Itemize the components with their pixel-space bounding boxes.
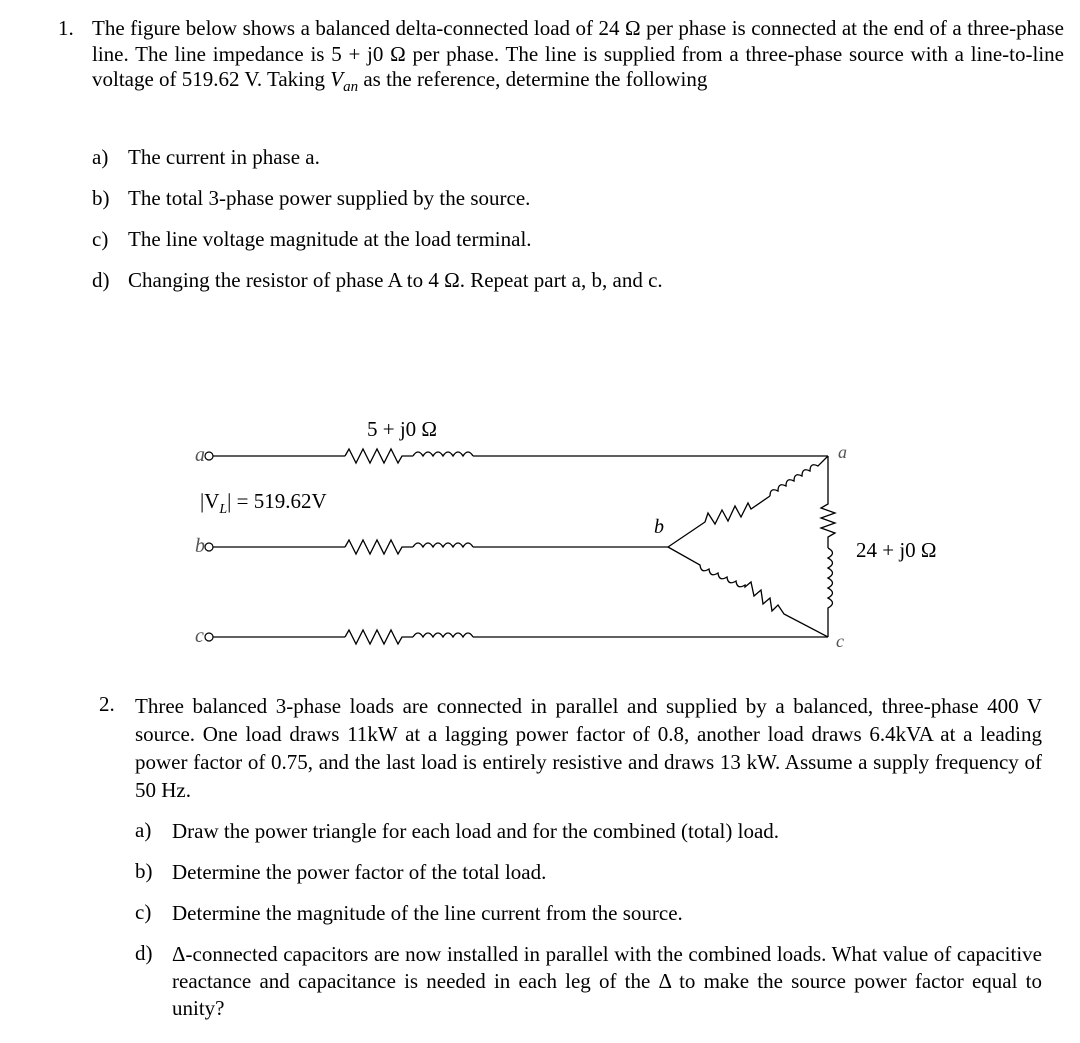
question-1-item-a: a) The current in phase a. xyxy=(92,145,320,169)
terminal-label-b: b xyxy=(195,535,205,557)
question-2-item-b: b) Determine the power factor of the total load. xyxy=(135,859,547,884)
line-impedance-label: 5 + j0 Ω xyxy=(367,417,438,441)
question-1-text-start: The figure below shows a balanced delta-connected load of 24 Ω per phase is connected at the end of a three-phase line. The line impedance is 5 + j0 Ω per phase. The line is supplied from a three-phase source with a line-to-line voltage of 519.62 V. Taking xyxy=(92,16,1064,91)
terminal-label-a: a xyxy=(195,444,205,466)
line-c xyxy=(213,630,828,644)
question-2-item-c: c) Determine the magnitude of the line current from the source. xyxy=(135,900,683,925)
question-2-item-d: d) Δ-connected capacitors are now installed in parallel with the combined loads. What value of capacitive reactance and capacitance is needed in each leg of the Δ to make the source power factor equal to unity? xyxy=(135,941,1042,1020)
question-2-number: 2. xyxy=(99,692,115,716)
question-2-items xyxy=(135,818,1042,1022)
load-node-c: c xyxy=(836,631,844,651)
reference-variable: $V_{an}$ xyxy=(330,67,359,96)
terminal-b xyxy=(205,543,213,551)
terminal-label-c: c xyxy=(195,625,204,647)
load-impedance-label: 24 + j0 Ω xyxy=(856,538,937,562)
terminal-a xyxy=(205,452,213,460)
question-1-number: 1. xyxy=(58,16,74,40)
question-2-text: Three balanced 3-phase loads are connected in parallel and supplied by a balanced, three-phase 400 V source. One load draws 11kW at a lagging power factor of 0.8, another load draws 6.4kVA at a leading power factor of 0.75, and the last load is entirely resistive and draws 13 kW. Assume a supply frequency of 50 Hz. xyxy=(135,694,1042,802)
line-voltage-label: $|V_L| = 519.62V$ xyxy=(200,489,327,517)
line-b xyxy=(213,540,668,554)
question-1-text-end: as the reference, determine the following xyxy=(358,67,708,91)
question-1-item-b: b) The total 3-phase power supplied by the source. xyxy=(92,186,531,210)
question-2-item-a: a) Draw the power triangle for each load and for the combined (total) load. xyxy=(135,818,780,843)
question-1-item-c: c) The line voltage magnitude at the load terminal. xyxy=(92,227,532,251)
line-a xyxy=(213,449,828,463)
delta-load xyxy=(668,456,835,637)
load-node-b: b xyxy=(654,516,664,538)
question-1-item-d: d) Changing the resistor of phase A to 4 Ω. Repeat part a, b, and c. xyxy=(92,268,663,292)
terminal-c xyxy=(205,633,213,641)
load-node-a: a xyxy=(838,442,847,462)
